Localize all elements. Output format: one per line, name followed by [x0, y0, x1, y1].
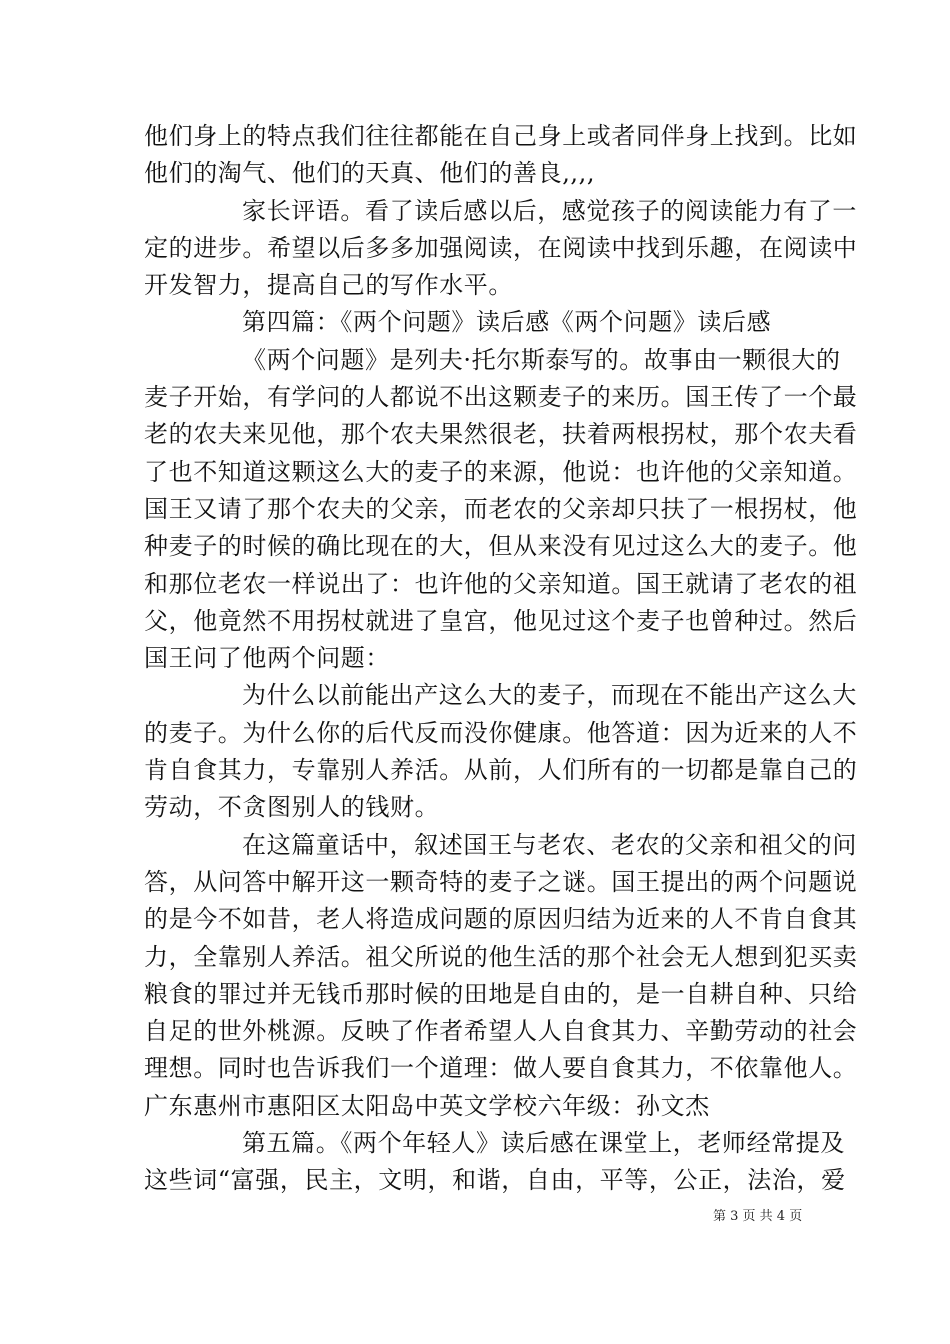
author-line: 广东惠州市惠阳区太阳岛中英文学校六年级：孙文杰	[144, 1091, 710, 1120]
text-line: 国王又请了那个农夫的父亲，而老农的父亲却只扶了一根拐杖，他	[144, 494, 858, 523]
page-number-footer: 第 3 页 共 4 页	[713, 1209, 803, 1224]
section-heading-five: 第五篇。《两个年轻人》读后感在课堂上，老师经常提及	[242, 1129, 845, 1158]
text-line: 和那位老农一样说出了：也许他的父亲知道。国王就请了老农的祖	[144, 569, 858, 598]
text-line: 自足的世外桃源。反映了作者希望人人自食其力、辛勤劳动的社会	[144, 1017, 858, 1046]
text-line: 答，从问答中解开这一颗奇特的麦子之谜。国王提出的两个问题说	[144, 867, 858, 896]
text-line: 开发智力，提高自己的写作水平。	[144, 271, 513, 300]
text-line: 了也不知道这颗这么大的麦子的来源，他说：也许他的父亲知道。	[144, 457, 858, 486]
text-line: 粮食的罪过并无钱币那时候的田地是自由的，是一自耕自种、只给	[144, 979, 858, 1008]
text-line: 的是今不如昔，老人将造成问题的原因归结为近来的人不肯自食其	[144, 905, 858, 934]
text-line: 肯自食其力，专靠别人养活。从前，人们所有的一切都是靠自己的	[144, 756, 858, 785]
text-line: 麦子开始，有学问的人都说不出这颗麦子的来历。国王传了一个最	[144, 383, 858, 412]
text-line: 的麦子。为什么你的后代反而没你健康。他答道：因为近来的人不	[144, 718, 858, 747]
section-heading-four: 第四篇：《两个问题》读后感《两个问题》读后感	[242, 308, 772, 337]
text-line: 为什么以前能出产这么大的麦子，而现在不能出产这么大	[242, 681, 857, 710]
text-line: 他们的淘气、他们的天真、他们的善良,,,,	[144, 159, 596, 188]
text-line: 《两个问题》是列夫·托尔斯泰写的。故事由一颗很大的	[242, 345, 841, 374]
text-line: 国王问了他两个问题：	[144, 644, 390, 673]
text-line-parent-comment: 家长评语。看了读后感以后，感觉孩子的阅读能力有了一	[242, 196, 857, 225]
text-line: 在这篇童话中，叙述国王与老农、老农的父亲和祖父的问	[242, 830, 857, 859]
text-line: 劳动，不贪图别人的钱财。	[144, 793, 440, 822]
text-line: 种麦子的时候的确比现在的大，但从来没有见过这么大的麦子。他	[144, 532, 858, 561]
body-text	[144, 118, 858, 1200]
text-line: 父，他竟然不用拐杖就进了皇宫，他见过这个麦子也曾种过。然后	[144, 606, 858, 635]
text-line: 老的农夫来见他，那个农夫果然很老，扶着两根拐杖，那个农夫看	[144, 420, 858, 449]
text-line: 这些词“富强，民主，文明，和谐，自由，平等，公正，法治，爱	[144, 1166, 846, 1195]
text-line: 理想。同时也告诉我们一个道理：做人要自食其力，不依靠他人。	[144, 1054, 858, 1083]
text-line: 他们身上的特点我们往往都能在自己身上或者同伴身上找到。比如	[144, 122, 858, 150]
text-line: 力，全靠别人养活。祖父所说的他生活的那个社会无人想到犯买卖	[144, 942, 858, 971]
text-line: 定的进步。希望以后多多加强阅读，在阅读中找到乐趣，在阅读中	[144, 233, 858, 262]
